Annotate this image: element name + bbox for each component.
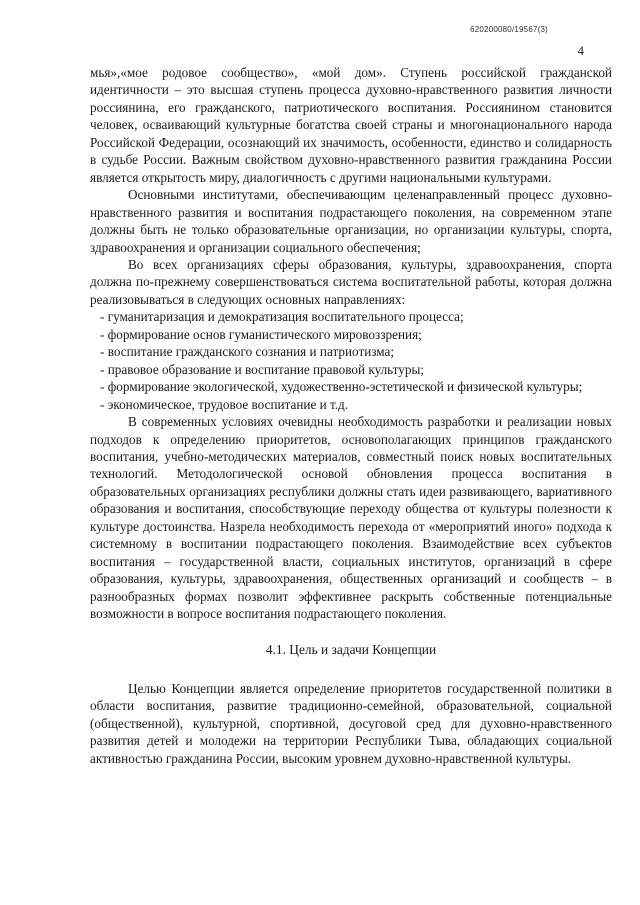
list-item: - гуманитаризация и демократизация воспитательного процесса; — [100, 309, 464, 325]
list-item: - воспитание гражданского сознания и патриотизма; — [100, 344, 395, 360]
paragraph-2: Основными институтами, обеспечивающим целенаправленный процесс духовно-нравственного развития и воспитания подрастающего поколения, на современном этапе должны быть не только образовательные организации, но организации культуры, спорта, здравоохранения и организации социального обеспечения; — [90, 187, 612, 255]
list-item: - формирование экологической, художественно-эстетической и физической культуры; — [100, 379, 583, 395]
paragraph-3: Во всех организациях сферы образования, культуры, здравоохранения, спорта должна по-прежнему совершенствоваться система воспитательной работы, которая должна реализовываться в следующих основных направлениях: — [90, 256, 612, 307]
paragraph-1: мья»,«мое родовое сообщество», «мой дом». Ступень российской гражданской идентичности – это высшая ступень процесса духовно-нравственного развития личности россиянина, его гражданского, патриотического воспитания. Россиянином становится человек, осваивающий культурные богатства своей страны и многонационального народа Российской Федерации, осознающий их значимость, особенности, единство и солидарность в судьбе России. Важным свойством духовно-нравственного развития гражданина России является открытость миру, диалогичность с другими национальными культурами. — [90, 65, 612, 185]
list-item: - экономическое, трудовое воспитание и т.д. — [100, 396, 349, 412]
list-item: - формирование основ гуманистического мировоззрения; — [100, 326, 422, 342]
paragraph-5: Целью Концепции является определение приоритетов государственной политики в области воспитания, развитие традиционно-семейной, образовательной, социальной (общественной), культурной, спортивной, досуговой сред для духовно-нравственного развития детей и молодежи на территории Республики Тыва, обладающих социальной активностью гражданина России, высоким уровнем духовно-нравственной культуры. — [90, 680, 612, 766]
section-heading: 4.1. Цель и задачи Концепции — [265, 641, 437, 657]
document-id: 620200080/19567(3) — [470, 25, 548, 34]
page-number: 4 — [577, 43, 584, 58]
document-body — [90, 64, 612, 767]
list-item: - правовое образование и воспитание правовой культуры; — [100, 361, 424, 377]
paragraph-4: В современных условиях очевидны необходимость разработки и реализации новых подходов к определению приоритетов, основополагающих принципов гражданского воспитания, учебно-методических материалов, совместный поиск новых воспитательных технологий. Методологической основой обновления процесса воспитания в образовательных организациях республики должны стать идеи развивающего, вариативного образования и воспитания, способствующие переходу общества от культуры полезности к культуре достоинства. Назрела необходимость перехода от «мероприятий иного» подхода к системному в воспитании подрастающего поколения. Взаимодействие всех субъектов воспитания – государственной власти, социальных институтов, организаций в сфере образования, культуры, здравоохранения, общественных организаций и сообществ – в разнообразных формах позволит эффективнее раскрыть собственные потенциальные возможности в вопросе воспитания подрастающего поколения. — [90, 414, 612, 622]
